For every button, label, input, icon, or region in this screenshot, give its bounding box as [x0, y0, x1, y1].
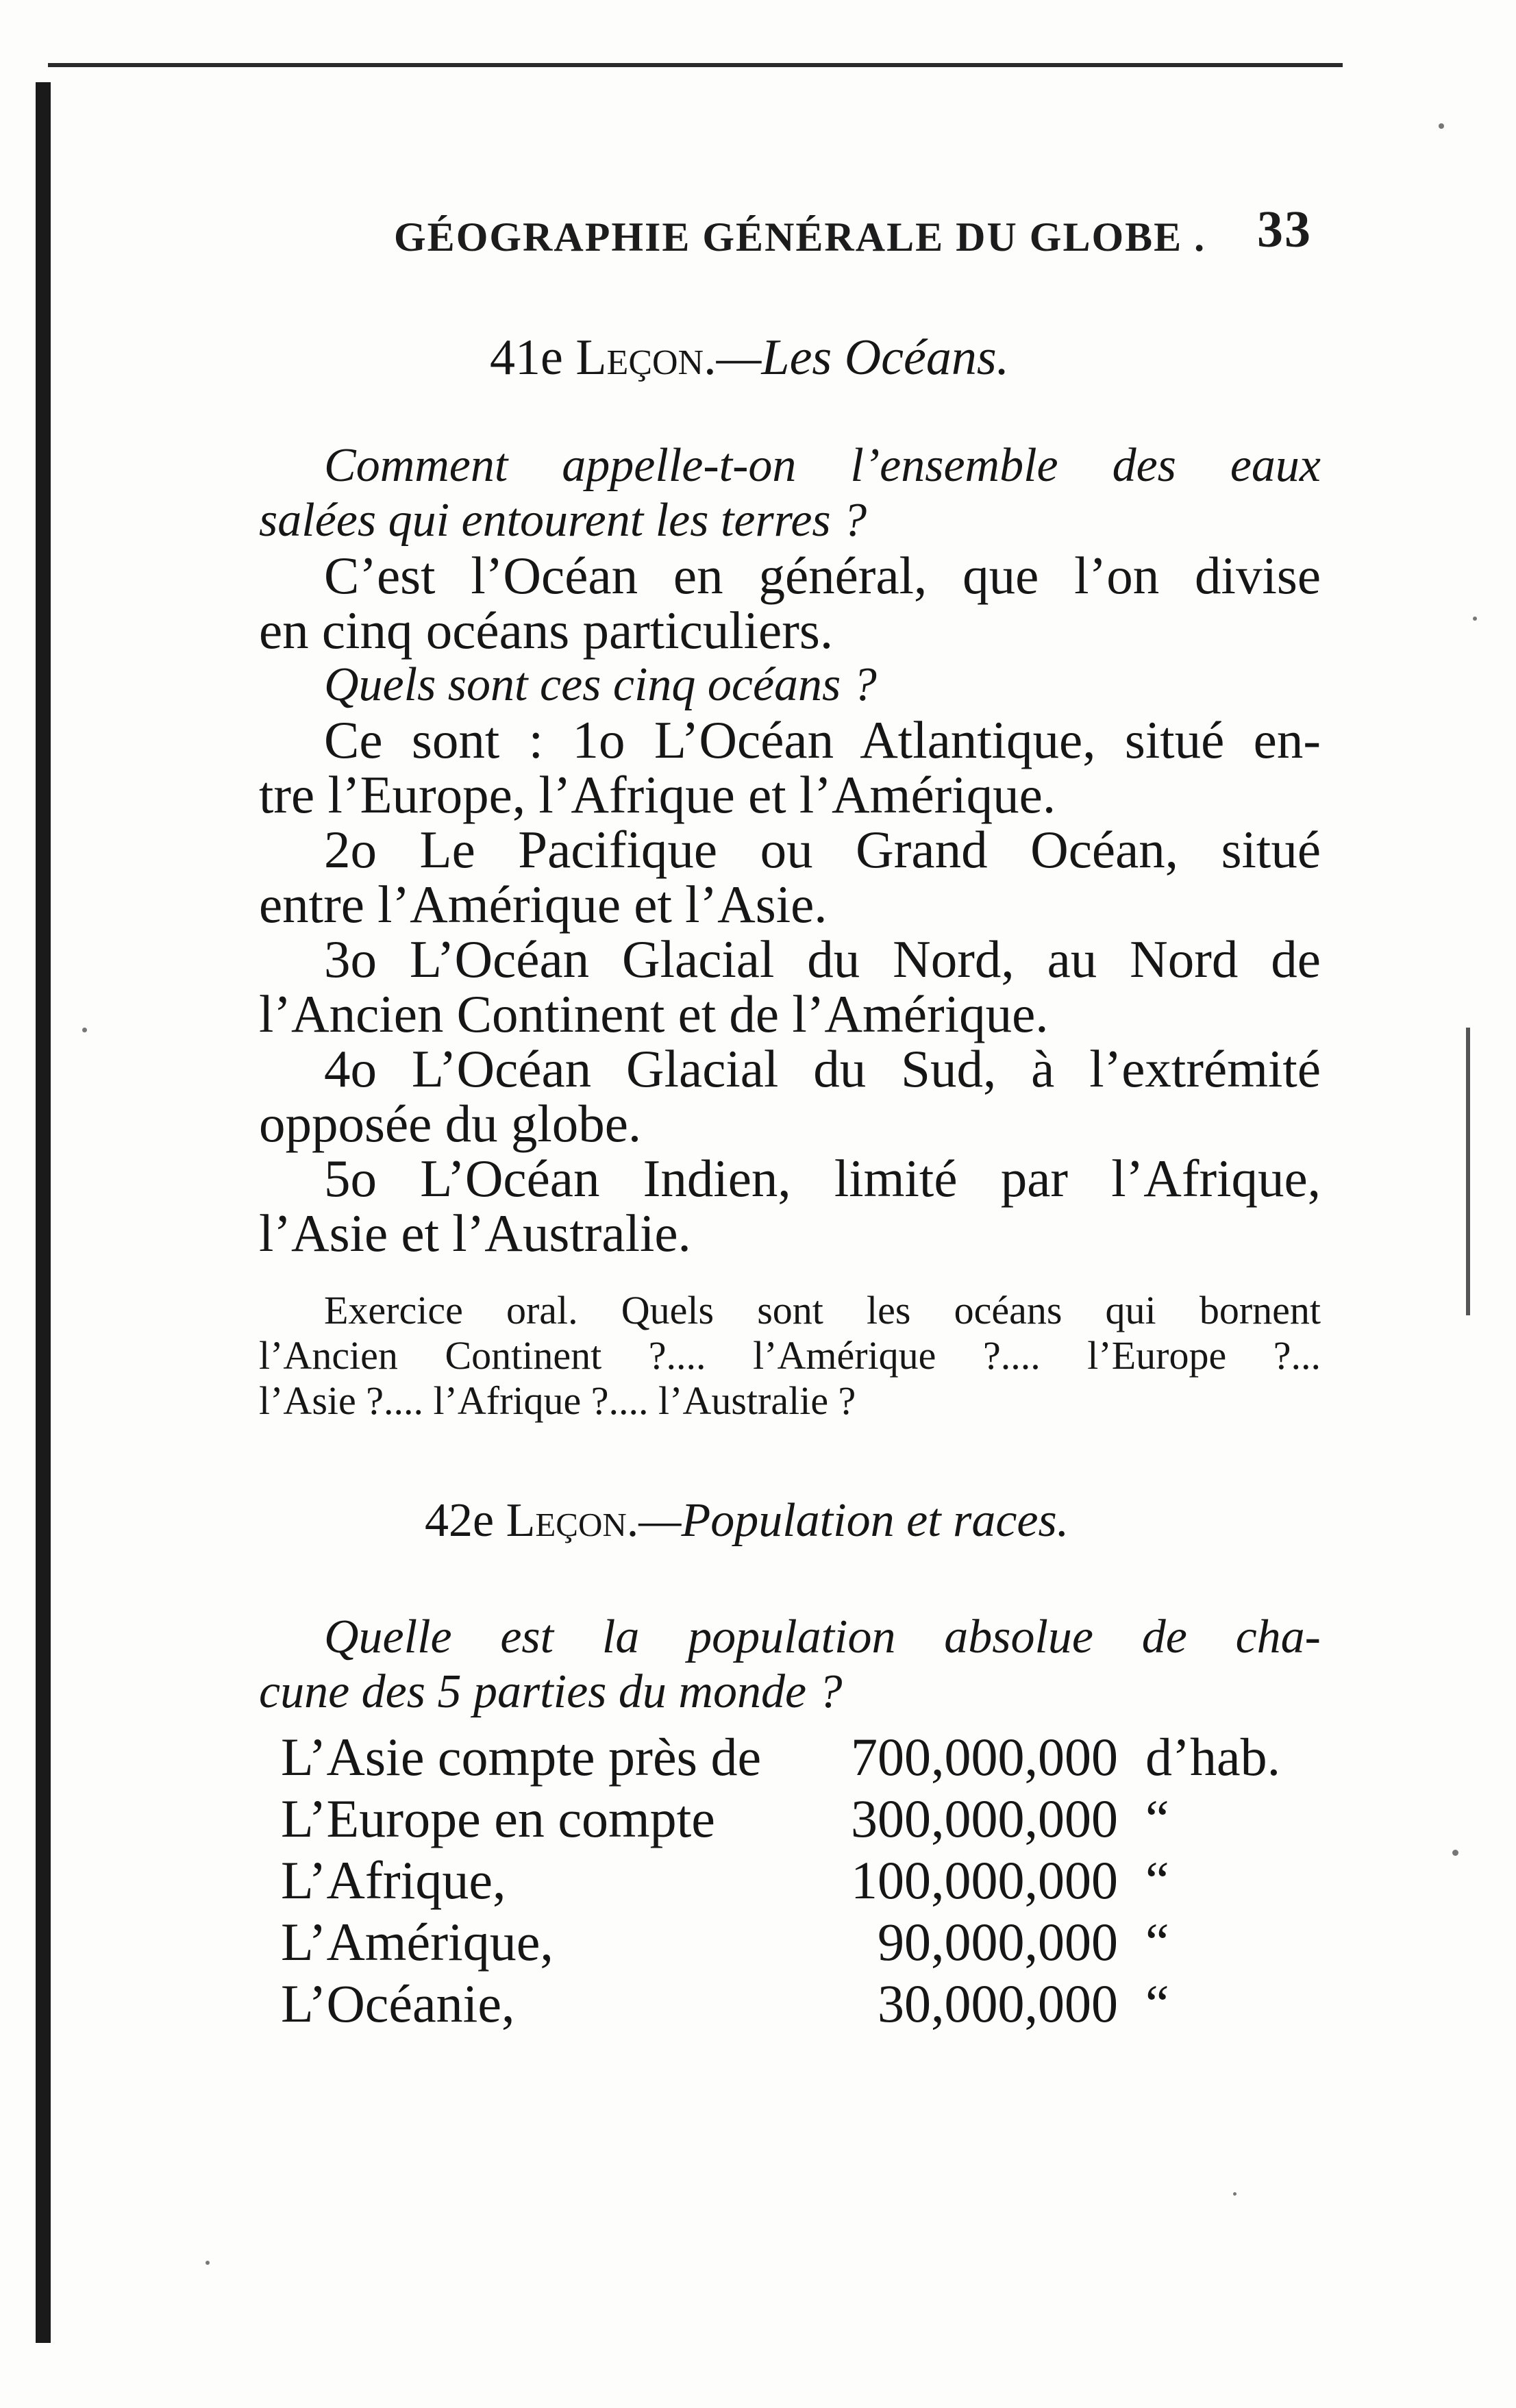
- running-head: [394, 200, 1312, 262]
- running-head-title: GÉOGRAPHIE GÉNÉRALE DU GLOBE .: [394, 214, 1206, 260]
- question-line: salées qui entourent les terres ?: [259, 494, 867, 547]
- answer-line: opposée du globe.: [259, 1094, 642, 1153]
- lesson-42-heading: [425, 1493, 1069, 1548]
- population-count: 300,000,000: [851, 1789, 1118, 1848]
- lesson-41-topic: —Les Océans.: [716, 330, 1010, 386]
- exercise-line: l’Asie ?.... l’Afrique ?.... l’Australie ?: [259, 1378, 856, 1423]
- population-unit: “: [1145, 1974, 1169, 2033]
- lesson-42-question: [259, 1610, 1321, 1720]
- region-name: L’Europe en compte: [281, 1789, 715, 1848]
- lesson-41-word: Leçon.: [575, 330, 717, 386]
- lesson-41-answer-2: [259, 712, 1321, 1261]
- region-name: L’Océanie,: [281, 1974, 515, 2033]
- lesson-41-question-2: [259, 658, 1321, 712]
- top-edge-line: [48, 63, 1343, 67]
- lesson-42-topic: —Population et races.: [638, 1494, 1069, 1547]
- answer-line: 5o L’Océan Indien, limité par l’Afrique,: [324, 1149, 1321, 1208]
- population-unit: d’hab.: [1145, 1727, 1281, 1787]
- region-name: L’Asie compte près de: [281, 1727, 762, 1787]
- question-line: cune des 5 parties du monde ?: [259, 1665, 843, 1718]
- population-count: 90,000,000: [878, 1912, 1118, 1972]
- question-line: Quelle est la population absolue de cha-: [324, 1611, 1321, 1663]
- region-name: L’Afrique,: [281, 1850, 506, 1910]
- question-line: Comment appelle-t-on l’ensemble des eaux: [324, 439, 1321, 492]
- answer-line: Ce sont : 1o L’Océan Atlantique, situé en-: [324, 710, 1321, 769]
- region-name: L’Amérique,: [281, 1912, 554, 1972]
- population-row: [281, 1726, 1308, 1788]
- question-line: Quels sont ces cinq océans ?: [324, 658, 877, 711]
- population-count: 700,000,000: [851, 1727, 1118, 1787]
- page-binding-edge: [36, 82, 51, 2343]
- population-unit: “: [1145, 1789, 1169, 1848]
- lesson-42-word: Leçon.: [506, 1494, 639, 1547]
- population-unit: “: [1145, 1912, 1169, 1972]
- lesson-41-answer-1: [259, 548, 1321, 658]
- population-unit: “: [1145, 1850, 1169, 1910]
- answer-line: 4o L’Océan Glacial du Sud, à l’extrémité: [324, 1039, 1321, 1098]
- lesson-41-question-1: [259, 438, 1321, 548]
- population-row: [281, 1788, 1308, 1850]
- lesson-41-exercise: [259, 1288, 1321, 1424]
- population-table: [281, 1726, 1308, 2035]
- answer-line: tre l’Europe, l’Afrique et l’Amérique.: [259, 765, 1056, 824]
- lesson-41-number: 41e: [490, 330, 563, 386]
- population-count: 100,000,000: [851, 1850, 1118, 1910]
- exercise-line: Exercice oral. Quels sont les océans qui bornent: [324, 1288, 1321, 1332]
- lesson-41-heading: [490, 329, 1009, 387]
- page-number: 33: [1257, 201, 1312, 258]
- answer-line: en cinq océans particuliers.: [259, 601, 834, 660]
- right-edge-mark: [1466, 1028, 1470, 1315]
- population-count: 30,000,000: [878, 1974, 1118, 2033]
- population-row: [281, 1911, 1308, 1973]
- exercise-line: l’Ancien Continent ?.... l’Amérique ?.... l’Europe ?...: [259, 1333, 1321, 1378]
- answer-line: entre l’Amérique et l’Asie.: [259, 875, 828, 934]
- population-row: [281, 1973, 1308, 2035]
- answer-line: l’Asie et l’Australie.: [259, 1204, 691, 1263]
- answer-line: 3o L’Océan Glacial du Nord, au Nord de: [324, 930, 1321, 989]
- population-row: [281, 1850, 1308, 1911]
- answer-line: 2o Le Pacifique ou Grand Océan, situé: [324, 820, 1321, 879]
- lesson-42-number: 42e: [425, 1494, 495, 1547]
- answer-line: l’Ancien Continent et de l’Amérique.: [259, 984, 1049, 1043]
- answer-line: C’est l’Océan en général, que l’on divise: [324, 546, 1321, 605]
